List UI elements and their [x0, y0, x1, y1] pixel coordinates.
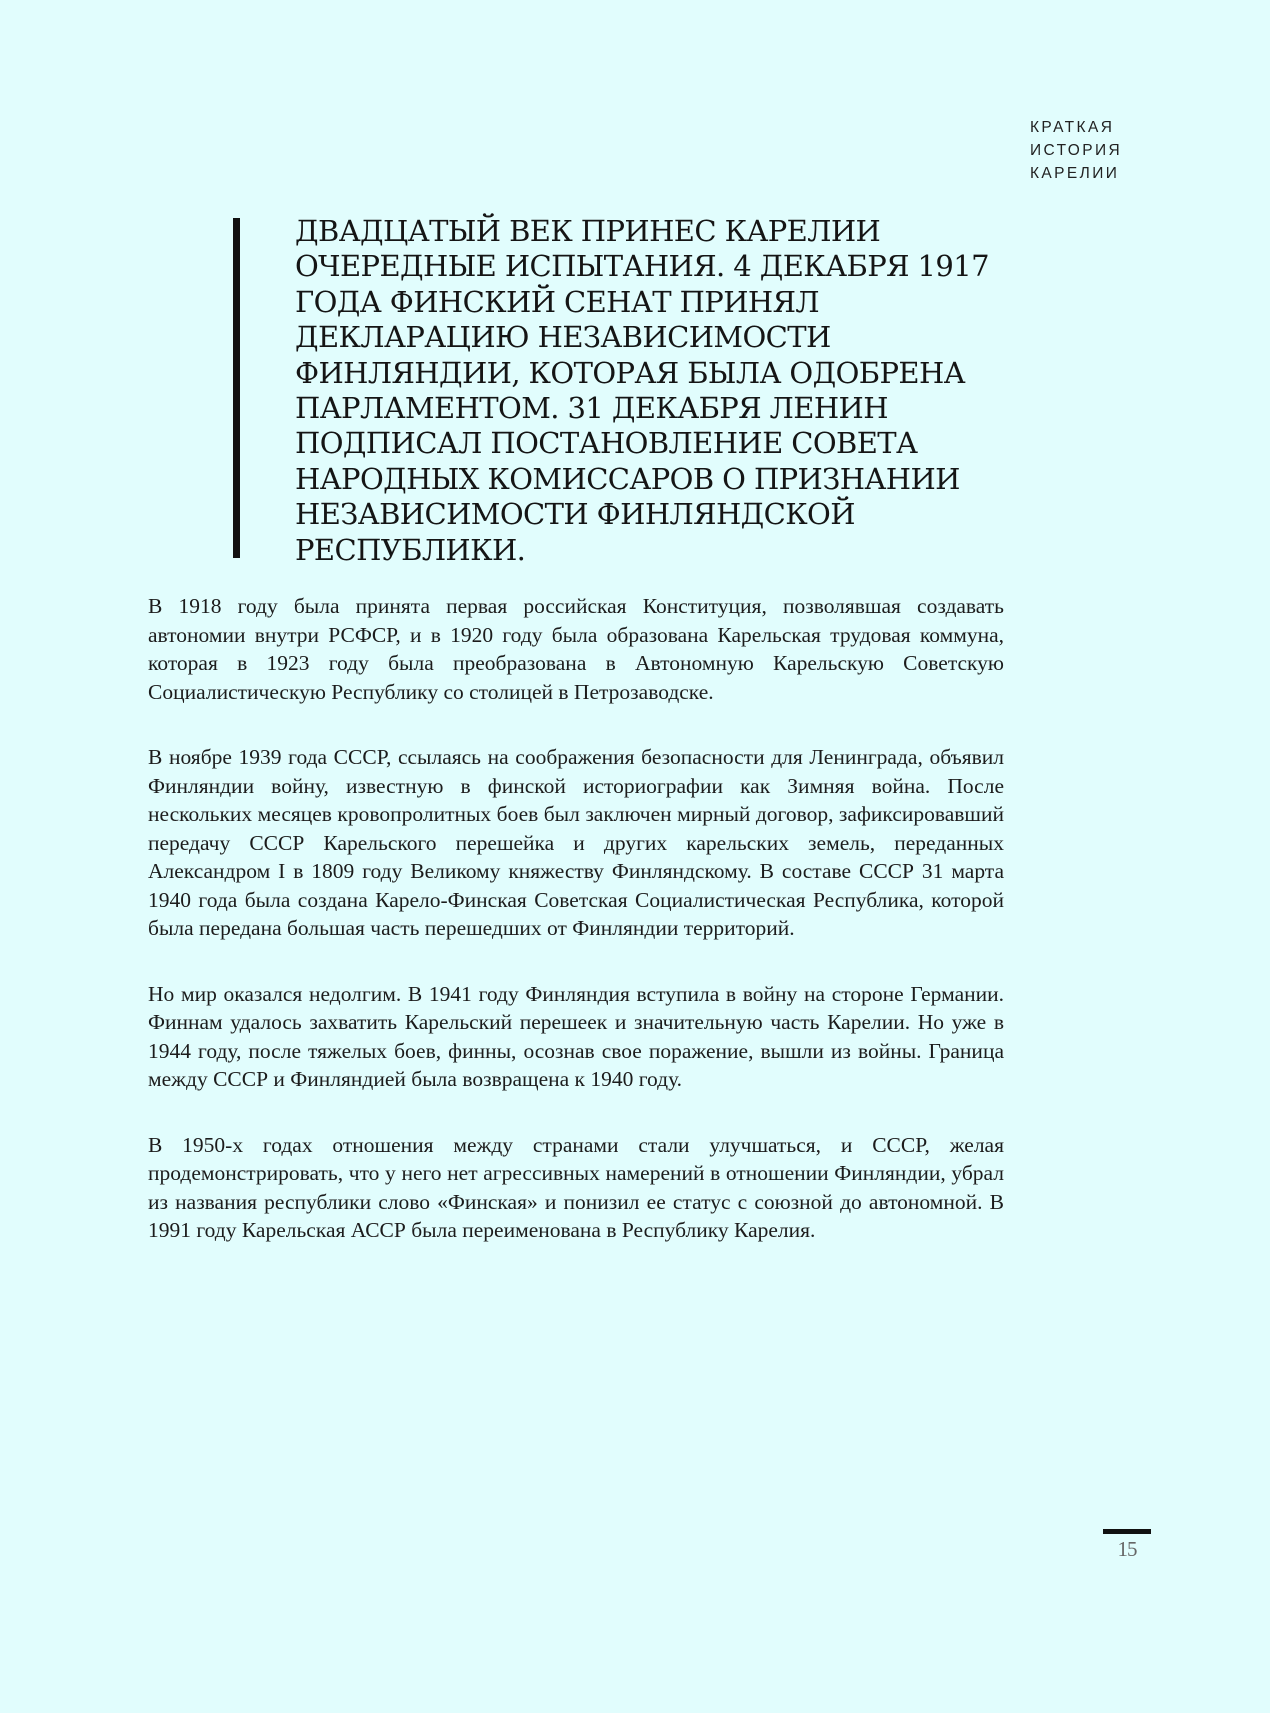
paragraph: В 1950-х годах отношения между странами стали улучшаться, и СССР, желая продемонстрировать, что у него нет агрессивных намерений в отношении Финляндии, убрал из названия республики слово «Финская» и понизил ее статус с союзной до автономной. В 1991 году Карельская АССР была переименована в Республику Карелия.	[148, 1132, 1004, 1242]
pull-quote-text: ДВАДЦАТЫЙ ВЕК ПРИНЕС КАРЕЛИИ ОЧЕРЕДНЫЕ ИСПЫТАНИЯ. 4 ДЕКАБРЯ 1917 ГОДА ФИНСКИЙ СЕНАТ ПРИНЯЛ ДЕКЛАРАЦИЮ НЕЗАВИСИМОСТИ ФИНЛЯНДИИ, КОТОРАЯ БЫЛА ОДОБРЕНА ПАРЛАМЕНТОМ. 31 ДЕКАБРЯ ЛЕНИН ПОДПИСАЛ ПОСТАНОВЛЕНИЕ СОВЕТА НАРОДНЫХ КОМИССАРОВ О ПРИЗНАНИИ НЕЗАВИСИМОСТИ ФИНЛЯНДСКОЙ РЕСПУБЛИКИ.	[295, 214, 989, 567]
section-tag-line: КАРЕЛИИ	[1030, 165, 1120, 182]
body-text	[148, 592, 1004, 1282]
paragraph: Но мир оказался недолгим. В 1941 году Финляндия вступила в войну на стороне Германии. Финнам удалось захватить Карельский перешеек и значительную часть Карелии. Но уже в 1944 году, после тяжелых боев, финны, осознав свое поражение, вышли из войны. Граница между СССР и Финляндией была возвращена к 1940 году.	[148, 981, 1004, 1091]
pull-quote	[233, 214, 1013, 567]
page-number: 15	[1117, 1537, 1137, 1561]
section-tag-line: КРАТКАЯ	[1030, 119, 1115, 136]
section-tag	[1030, 116, 1230, 185]
section-tag-line: ИСТОРИЯ	[1030, 142, 1123, 159]
paragraph: В 1918 году была принята первая российская Конституция, позволявшая создавать автономии внутри РСФСР, и в 1920 году была образована Карельская трудовая коммуна, которая в 1923 году была преобразована в Автономную Карельскую Советскую Социалистическую Республику со столицей в Петрозаводске.	[148, 594, 1004, 704]
page-number-rule	[1103, 1529, 1151, 1534]
paragraph: В ноябре 1939 года СССР, ссылаясь на соображения безопасности для Ленинграда, объявил Финляндии войну, известную в финской историографии как Зимняя война. После нескольких месяцев кровопролитных боев был заключен мирный договор, зафиксировавший передачу СССР Карельского перешейка и других карельских земель, переданных Александром I в 1809 году Великому княжеству Финляндскому. В составе СССР 31 марта 1940 года была создана Карело-Финская Советская Социалистическая Республика, которой была передана большая часть перешедших от Финляндии территорий.	[148, 745, 1004, 940]
